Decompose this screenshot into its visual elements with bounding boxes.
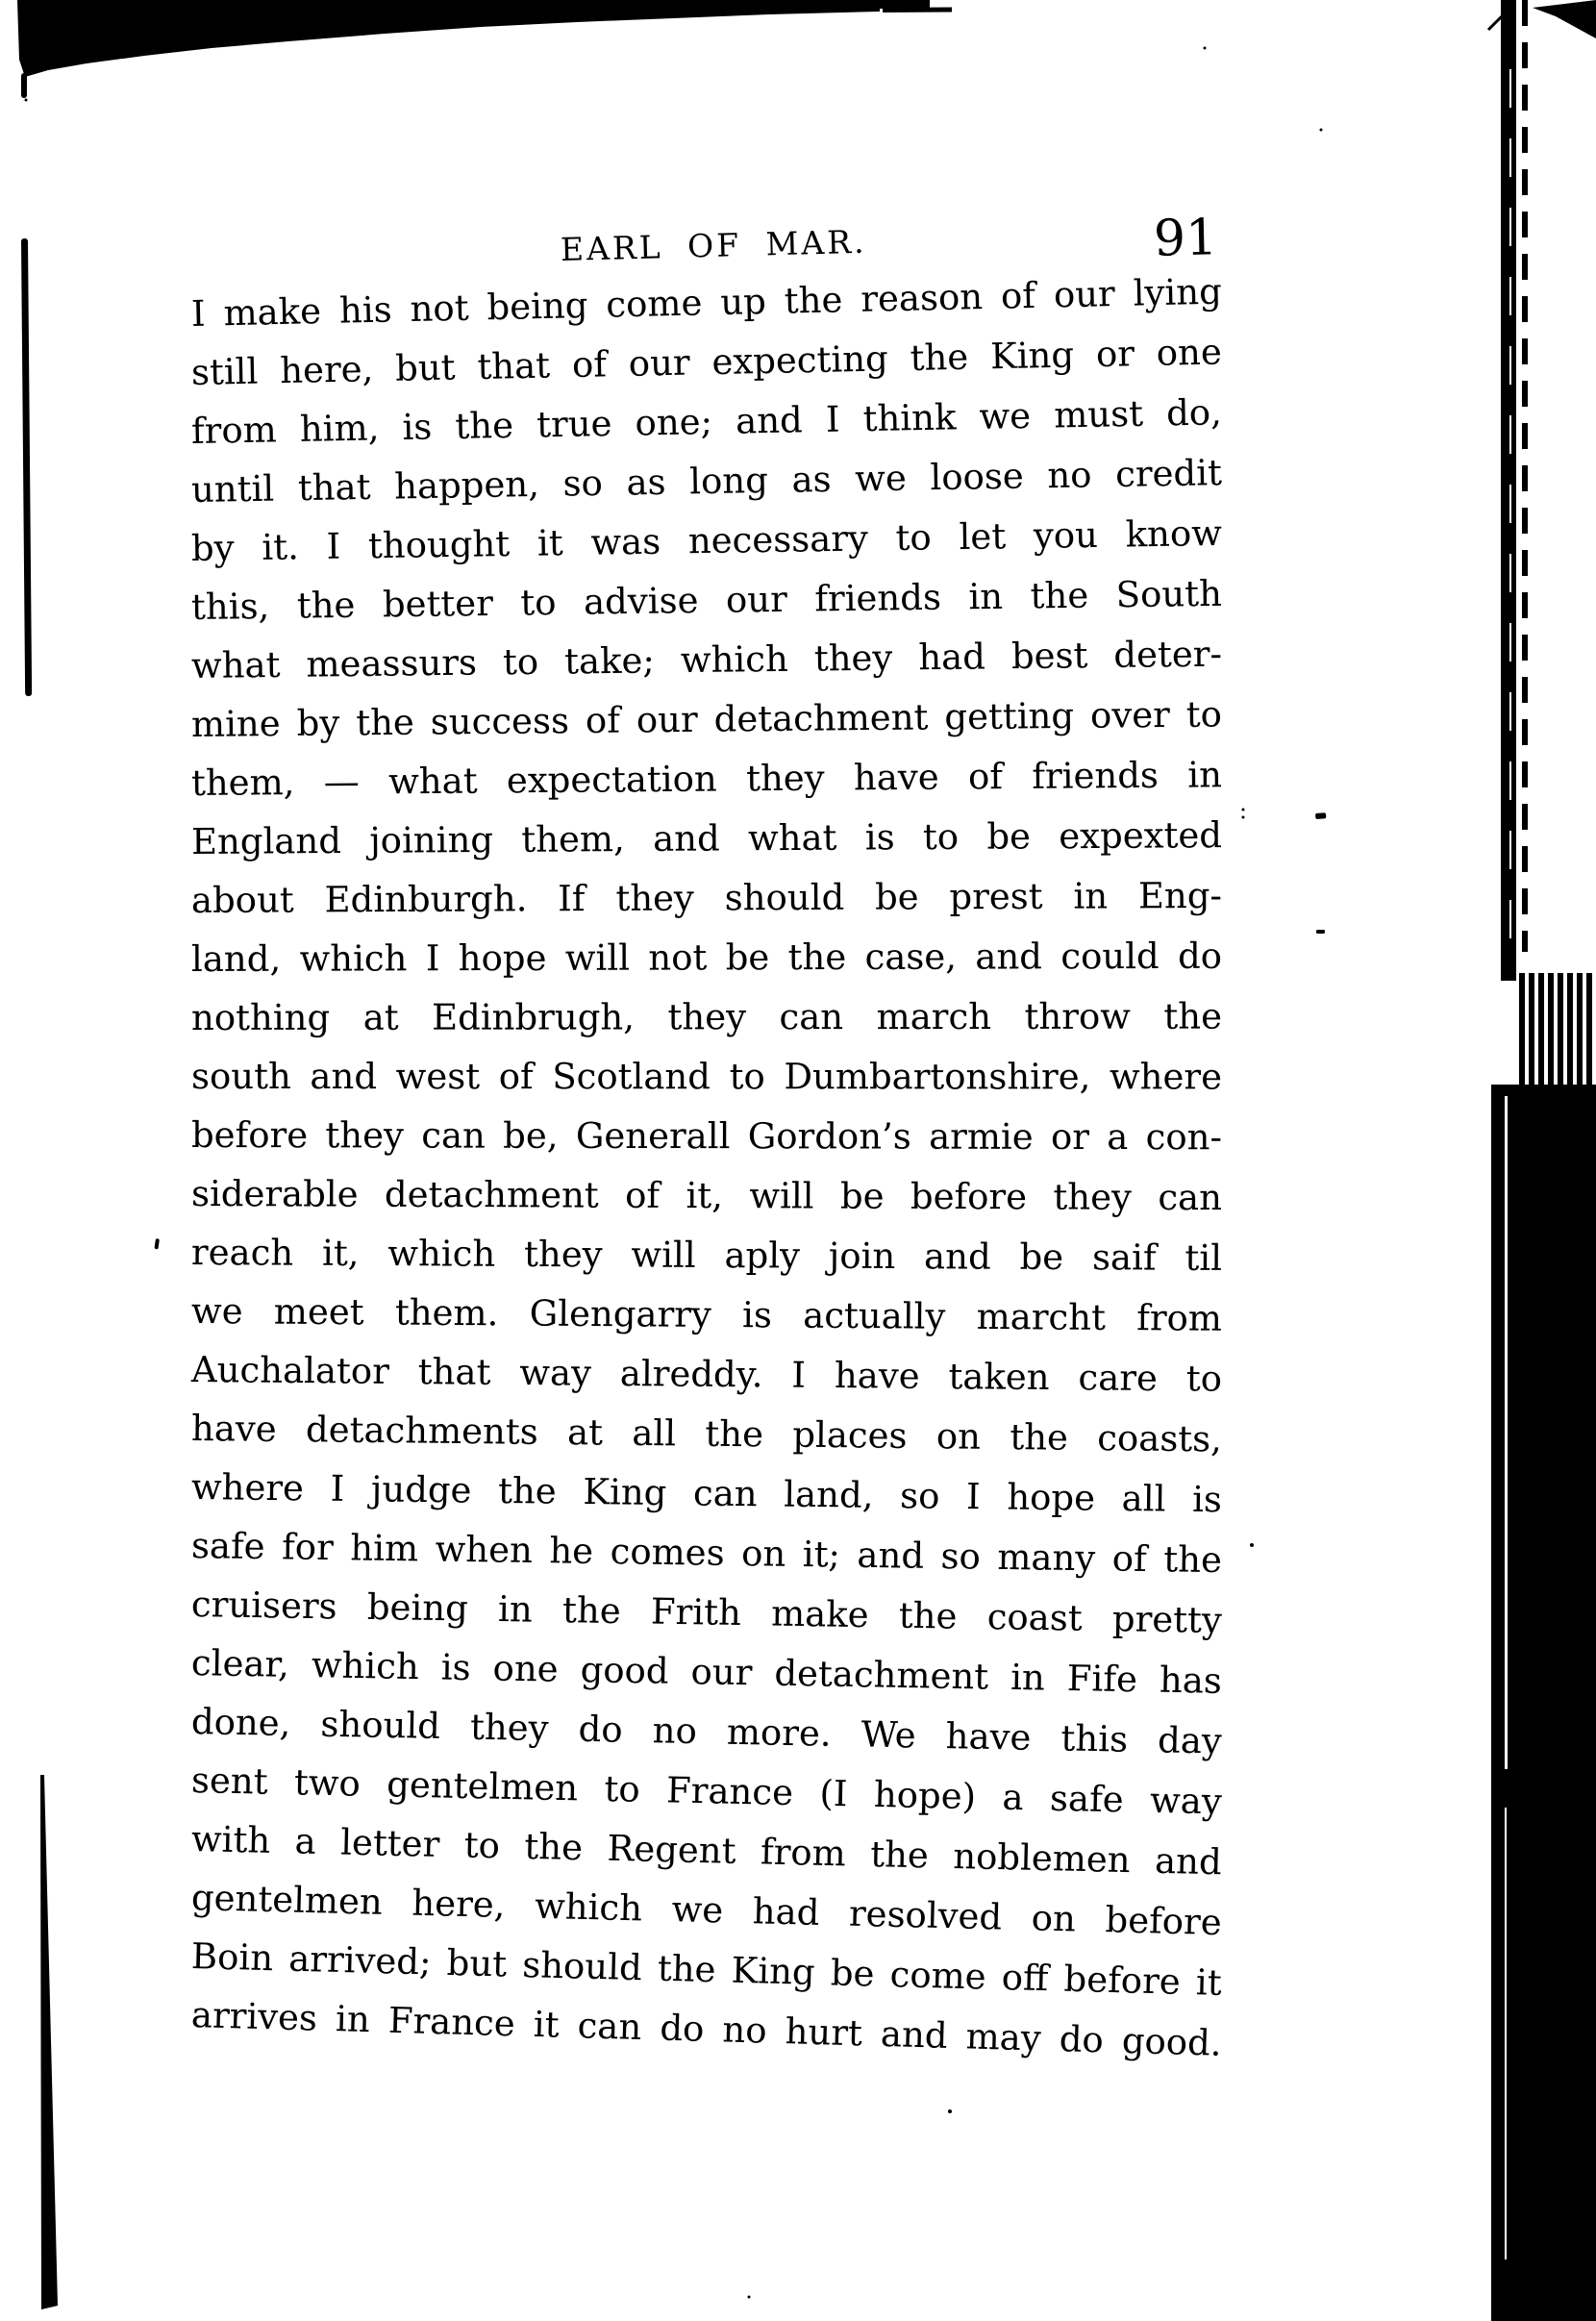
scan-scratch-top-right	[1488, 11, 1508, 30]
ink-speck	[22, 83, 26, 87]
text-line: what meassurs to take; which they had best deter-	[190, 633, 1223, 686]
text-line: safe for him when he comes on it; and so many of the	[190, 1525, 1223, 1582]
text-line: England joining them, and what is to be expexted	[190, 814, 1223, 862]
text-line: siderable detachment of it, will be before they can	[190, 1173, 1223, 1219]
ink-speck-dash	[1315, 812, 1326, 819]
scan-smudge-top-right	[1533, 0, 1596, 38]
text-line: before they can be, Generall Gordon’s armie or a con-	[190, 1114, 1223, 1159]
text-line: I make his not being come up the reason of our lying	[190, 270, 1223, 335]
text-line: gentelmen here, which we had resolved on before	[190, 1877, 1223, 1944]
text-line: them, — what expectation they have of friends in	[190, 754, 1223, 804]
letter-text	[190, 270, 1223, 2064]
text-line: by it. I thought it was necessary to let you know	[190, 512, 1223, 569]
ink-speck	[1204, 47, 1207, 50]
ink-speck	[948, 2109, 952, 2113]
text-line: mine by the success of our detachment getting over to	[190, 693, 1223, 745]
ink-speck	[1242, 816, 1245, 819]
gutter-band-lower	[1491, 1085, 1596, 2321]
text-line: nothing at Edinbrugh, they can march throw the	[190, 995, 1223, 1038]
ink-speck	[1250, 1543, 1254, 1547]
gutter-band-comb	[1516, 973, 1592, 1090]
text-line: with a letter to the Regent from the noblemen and	[190, 1818, 1223, 1884]
text-line: Auchalator that way alreddy. I have taken care to	[190, 1349, 1223, 1400]
gutter-band-crack-lower-1	[1505, 1096, 1508, 1769]
text-line: sent two gentelmen to France (I hope) a safe way	[190, 1759, 1223, 1823]
ink-speck	[1242, 809, 1245, 811]
text-line: clear, which is one good our detachment in Fife has	[190, 1642, 1223, 1702]
scan-smudge-top-left	[17, 0, 880, 77]
ink-speck	[23, 92, 26, 95]
text-line: about Edinburgh. If they should be prest in Eng-	[190, 874, 1223, 921]
page-number: 91	[1153, 209, 1218, 268]
text-line: where I judge the King can land, so I hope all is	[190, 1466, 1223, 1521]
running-header-title: EARL OF MAR.	[560, 222, 867, 268]
text-line: reach it, which they will aply join and be saif til	[190, 1232, 1223, 1279]
scan-smudge-drip	[21, 73, 27, 98]
gutter-band-crack-upper	[1509, 38, 1511, 952]
text-line: done, should they do no more. We have this day	[190, 1701, 1223, 1762]
text-line: have detachments at all the places on the coasts,	[190, 1408, 1223, 1460]
left-fold-stroke-lower	[40, 1775, 58, 2309]
ink-speck-tick	[154, 1238, 159, 1249]
text-line: from him, is the true one; and I think we must do,	[190, 391, 1223, 452]
ink-speck	[130, 51, 133, 54]
gutter-band-dashline	[1522, 0, 1528, 952]
ink-speck	[1320, 129, 1323, 132]
text-line: south and west of Scotland to Dumbartonshire, where	[190, 1056, 1223, 1098]
gutter-band-upper	[1501, 0, 1516, 981]
text-line: we meet them. Glengarry is actually marcht from	[190, 1290, 1223, 1339]
ink-speck-dash	[1316, 930, 1325, 934]
ink-speck	[25, 99, 28, 102]
text-line: Boin arrived; but should the King be come off before it	[190, 1935, 1223, 2004]
scan-smudge-top-strip	[880, 0, 930, 9]
gutter-band-crack-lower-2	[1505, 1808, 1507, 2259]
text-line: this, the better to advise our friends in the South	[190, 572, 1223, 628]
ink-speck	[748, 2296, 751, 2299]
text-line: still here, but that of our expecting the King or one	[190, 331, 1223, 393]
text-line: cruisers being in the Frith make the coast pretty	[190, 1584, 1223, 1641]
text-line: arrives in France it can do no hurt and may do good.	[190, 1994, 1223, 2064]
text-line: land, which I hope will not be the case, and could do	[190, 935, 1223, 980]
left-fold-stroke-upper	[21, 238, 32, 696]
scan-smudge-top-dash	[883, 7, 952, 12]
text-line: until that happen, so as long as we loose no credit	[190, 452, 1223, 511]
